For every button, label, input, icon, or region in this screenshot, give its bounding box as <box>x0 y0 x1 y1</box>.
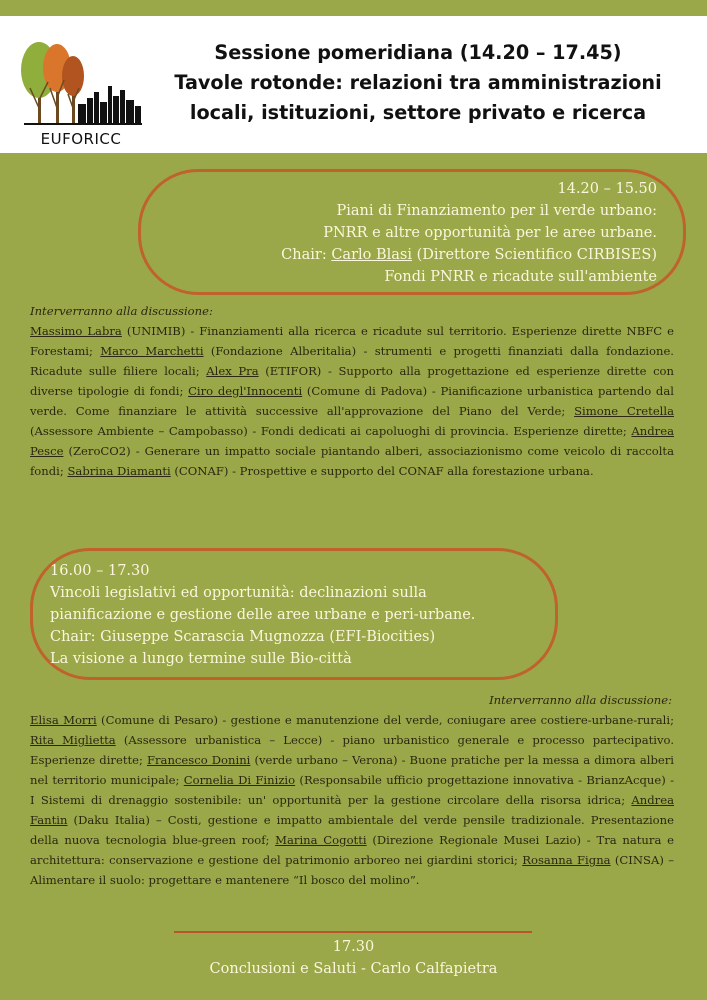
header <box>0 16 707 153</box>
title-line-1: Sessione pomeridiana (14.20 – 17.45) <box>214 41 622 64</box>
session-1 <box>281 178 657 288</box>
speaker-name: Massimo Labra <box>30 324 122 338</box>
discussion-1 <box>30 301 674 481</box>
speaker-name: Francesco Donini <box>146 753 251 767</box>
euforicc-logo <box>16 38 146 150</box>
page-title <box>158 38 678 128</box>
chair-prefix: Chair: <box>281 247 332 263</box>
speaker-name: Cornelia Di Finizio <box>183 773 296 787</box>
speaker-name: Alex Pra <box>206 364 259 378</box>
speaker-name: Sabrina Diamanti <box>67 464 171 478</box>
speaker-topic: (CINSA) – Alimentare il suolo: progettare e mantenere “Il bosco del molino”. <box>30 853 675 887</box>
closing-time: 17.30 <box>332 939 375 955</box>
speaker-name: Marco Marchetti <box>100 344 204 358</box>
speaker-name: Marina Cogotti <box>275 833 367 847</box>
session-1-title-2: PNRR e altre opportunità per le aree urbane. <box>323 225 657 241</box>
chair-name: Carlo Blasi <box>331 247 412 263</box>
speaker-topic: (UNIMIB) - Finanziamenti alla ricerca e ricadute sul territorio. Esperienze dirette NBFC e Forestami; <box>30 324 674 358</box>
session-2-title-2: pianificazione e gestione delle aree urbane e peri-urbane. <box>50 607 476 623</box>
speaker-topic: (Comune di Pesaro) - gestione e manutenzione del verde, coniugare aree costiere-urbane-rurali; <box>96 713 674 727</box>
speaker-name: Elisa Morri <box>30 713 97 727</box>
speaker-topic: (Comune di Padova) - Pianificazione urbanistica partendo dal verde. Come finanziare le attività successive all'approvazione del Piano del Verde; <box>30 384 674 418</box>
session-1-time: 14.20 – 15.50 <box>557 181 657 197</box>
speaker-topic: (verde urbano – Verona) - Buone pratiche per la messa a dimora alberi nel territorio municipale; <box>30 753 674 787</box>
divider <box>174 931 532 933</box>
speaker-topic: (ZeroCO2) - Generare un impatto sociale piantando alberi, associazionismo come veicolo di raccolta fondi; <box>30 444 674 478</box>
top-strip <box>0 0 707 16</box>
speaker-name: Rita Miglietta <box>30 733 116 747</box>
speaker-topic: (Responsabile ufficio progettazione innovativa - BrianzAcque) - I Sistemi di drenaggio sostenibile: un' opportunità per la gestione circolare della risorsa idrica; <box>30 773 674 807</box>
speaker-name: Simone Cretella <box>574 404 675 418</box>
session-2 <box>50 560 475 670</box>
title-line-2: Tavole rotonde: relazioni tra amministrazioni <box>174 71 662 94</box>
chair-affiliation: (Direttore Scientifico CIRBISES) <box>412 247 657 263</box>
speaker-name: Andrea Pesce <box>30 424 674 458</box>
title-line-3: locali, istituzioni, settore privato e ricerca <box>189 101 647 124</box>
speaker-name: Andrea Fantin <box>30 793 674 827</box>
city-skyline-icon <box>78 86 141 124</box>
speaker-topic: (Daku Italia) – Costi, gestione e impatto ambientale del verde pensile tradizionale. Presentazione della nuova tecnologia blue-green roof; <box>30 813 674 847</box>
speaker-topic: (Assessore urbanistica – Lecce) - piano urbanistico generale e processo partecipativo. Esperienze dirette; <box>30 733 675 767</box>
closing-text: Conclusioni e Saluti - Carlo Calfapietra <box>209 961 498 977</box>
speaker-name: Rosanna Figna <box>522 853 611 867</box>
discussion-1-intro: Interverranno alla discussione: <box>30 304 213 318</box>
logo-text: EUFORICC <box>40 130 122 148</box>
session-1-subtitle: Fondi PNRR e ricadute sull'ambiente <box>384 269 657 285</box>
session-2-subtitle: La visione a lungo termine sulle Bio-città <box>50 651 352 667</box>
discussion-2-intro: Interverranno alla discussione: <box>489 693 672 707</box>
speaker-topic: (Fondazione Alberitalia) - strumenti e progetti finanziati dalla fondazione. Ricadute sulle filiere locali; <box>30 344 674 378</box>
speaker-topic: (Assessore Ambiente – Campobasso) - Fondi dedicati ai capoluoghi di provincia. Esperienze dirette; <box>30 424 632 438</box>
speaker-topic: (Direzione Regionale Musei Lazio) - Tra natura e architettura: conservazione e gestione del patrimonio arboreo nei giardini storici; <box>30 833 674 867</box>
discussion-2 <box>30 690 674 890</box>
speaker-topic: (ETIFOR) - Supporto alla progettazione ed esperienze dirette con diverse tipologie di fondi; <box>30 364 675 398</box>
closing <box>0 936 707 980</box>
session-2-time: 16.00 – 17.30 <box>50 563 150 579</box>
session-1-chair <box>281 244 657 266</box>
session-2-title-1: Vincoli legislativi ed opportunità: declinazioni sulla <box>50 585 427 601</box>
speaker-topic: (CONAF) - Prospettive e supporto del CONAF alla forestazione urbana. <box>170 464 594 478</box>
speaker-name: Ciro degl'Innocenti <box>188 384 303 398</box>
tree-icon <box>16 38 146 130</box>
session-2-chair: Chair: Giuseppe Scarascia Mugnozza (EFI-Biocities) <box>50 629 436 645</box>
session-1-title-1: Piani di Finanziamento per il verde urbano: <box>336 203 657 219</box>
